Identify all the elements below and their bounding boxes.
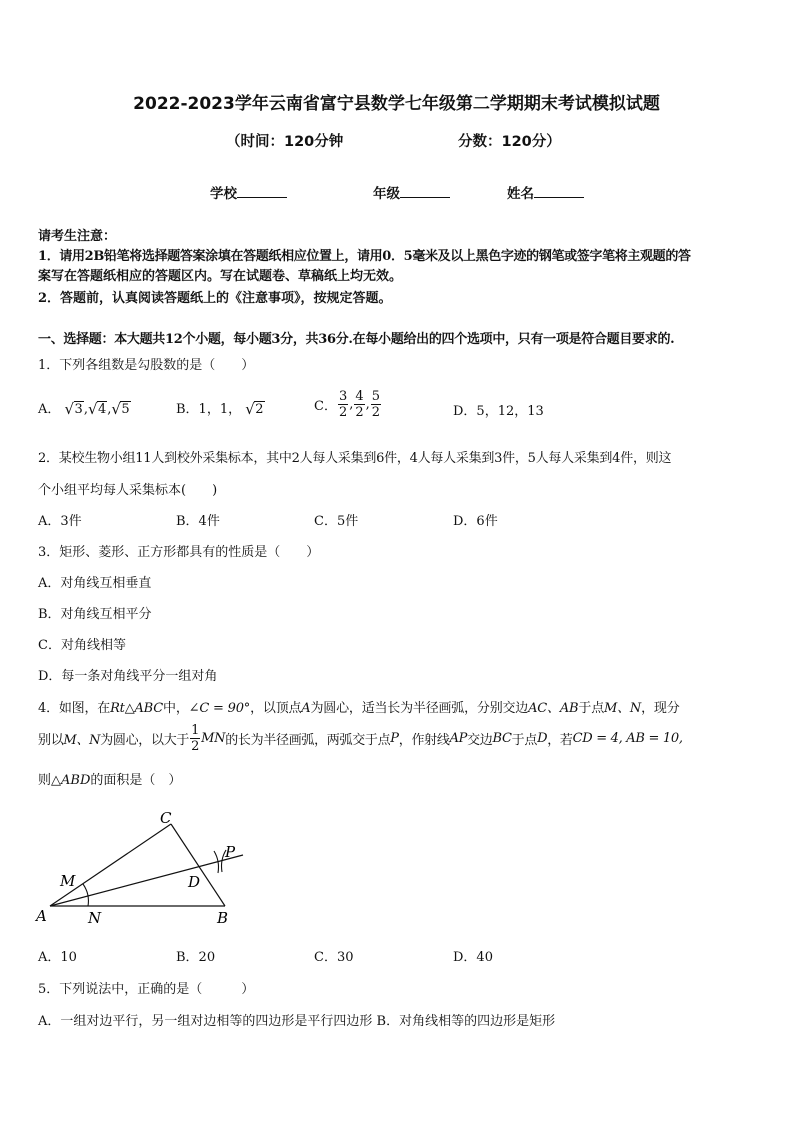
school-field[interactable]: [210, 182, 287, 202]
q3-stem: 3．矩形、菱形、正方形都具有的性质是（ ）: [38, 545, 320, 560]
q4-stem-1: 4．如图，在Rt△ABC中，∠C = 90°，以顶点A为圆心，适当长为半径画弧，分别交边AC、AB于点M、N，现分: [38, 701, 680, 716]
label-m: M: [60, 872, 76, 890]
q3-option-c[interactable]: C．对角线相等: [38, 638, 126, 653]
school-label: 学校: [210, 186, 237, 202]
q4-option-b[interactable]: B．20: [176, 950, 216, 965]
notice-line-2: 2．答题前，认真阅读答题纸上的《注意事项》，按规定答题。: [38, 291, 392, 306]
frac-3-2: $\frac{3}{2}$: [338, 389, 348, 420]
q2-option-c[interactable]: C．5件: [314, 514, 359, 529]
side-bc: [171, 824, 225, 906]
label-a: A: [36, 907, 47, 925]
q1-stem: 1．下列各组数是勾股数的是（ ）: [38, 358, 255, 373]
section-heading: 一、选择题：本大题共12个小题，每小题3分，共36分.在每小题给出的四个选项中，只有一项是符合题目要求的.: [38, 332, 675, 347]
q2-stem-1: 2．某校生物小组11人到校外采集标本，其中2人每人采集到6件，4人每人采集到3件，5人每人采集到4件，则这: [38, 451, 672, 466]
notice-line-1b: 案写在答题纸相应的答题区内。写在试题卷、草稿纸上均无效。: [38, 269, 403, 284]
frac-4-2: $\frac{4}{2}$: [355, 389, 364, 420]
q1-option-d[interactable]: D．5，12，13: [453, 404, 544, 419]
grade-blank[interactable]: [400, 185, 450, 198]
sqrt-5: √ 5: [111, 400, 130, 418]
label-p: P: [225, 843, 236, 861]
label-n: N: [88, 909, 102, 927]
time-label: （时间：120分钟: [226, 134, 344, 150]
notice-line-1a: 1．请用2B铅笔将选择题答案涂填在答题纸相应位置上，请用0．5毫米及以上黑色字迹的钢笔或签字笔将主观题的答: [38, 249, 691, 264]
q1-b-text: B．1，1，: [176, 402, 242, 417]
sqrt-3: √ 3: [64, 400, 83, 418]
q1-c-label: C．: [314, 399, 337, 414]
school-blank[interactable]: [237, 185, 287, 198]
name-field[interactable]: [507, 182, 584, 202]
q2-option-d[interactable]: D．6件: [453, 514, 498, 529]
q4-stem-3: 则△ABD的面积是（ ）: [38, 773, 182, 788]
frac-5-2: $\frac{5}{2}$: [371, 389, 381, 420]
q3-option-a[interactable]: A．对角线互相垂直: [38, 576, 152, 591]
q5-option-ab[interactable]: A．一组对边平行，另一组对边相等的四边形是平行四边形 B．对角线相等的四边形是矩形: [38, 1014, 556, 1029]
q2-stem-2: 个小组平均每人采集标本( ): [38, 483, 218, 498]
q2-option-a[interactable]: A．3件: [38, 514, 82, 529]
q1-option-c[interactable]: C． $\frac{3}{2}$ , $\frac{4}{2}$ , $\frac{5}{2}$: [314, 389, 381, 420]
q1-option-a[interactable]: A． √ 3, √ 4, √ 5: [38, 400, 130, 418]
q4-option-a[interactable]: A．10: [38, 950, 77, 965]
q3-option-b[interactable]: B．对角线互相平分: [38, 607, 152, 622]
q2-option-b[interactable]: B．4件: [176, 514, 220, 529]
q4-stem-2: 别以 M、N 为圆心，以大于 $\frac{1}{2}$ MN 的长为半径画弧，两弧交于点 P ，作射线 AP 交边 BC 于点 D ，若 CD = 4, AB = 10,: [38, 723, 683, 754]
exam-title: 2022-2023学年云南省富宁县数学七年级第二学期期末考试模拟试题: [133, 94, 660, 114]
score-label: 分数：120分）: [458, 134, 561, 150]
arc-mn: [83, 884, 88, 906]
sqrt-4: √ 4: [87, 400, 107, 418]
sqrt-2: √ 2: [245, 400, 264, 418]
q5-stem: 5．下列说法中，正确的是（ ）: [38, 982, 255, 997]
label-d: D: [188, 873, 201, 891]
frac-1-2: $\frac{1}{2}$: [191, 723, 200, 754]
q4-option-d[interactable]: D．40: [453, 950, 493, 965]
grade-label: 年级: [373, 186, 400, 202]
triangle-figure: [30, 805, 260, 930]
side-ac: [50, 824, 171, 906]
name-blank[interactable]: [534, 185, 584, 198]
notice-heading: 请考生注意：: [38, 229, 117, 244]
q1-option-b[interactable]: [176, 398, 265, 417]
label-b: B: [217, 909, 229, 927]
ray-ap: [50, 855, 243, 906]
name-label: 姓名: [507, 186, 534, 202]
q1-a-label: A．: [38, 402, 61, 417]
grade-field[interactable]: [373, 182, 450, 202]
label-c: C: [160, 809, 172, 827]
q3-option-d[interactable]: D．每一条对角线平分一组对角: [38, 669, 218, 684]
q4-option-c[interactable]: C．30: [314, 950, 354, 965]
